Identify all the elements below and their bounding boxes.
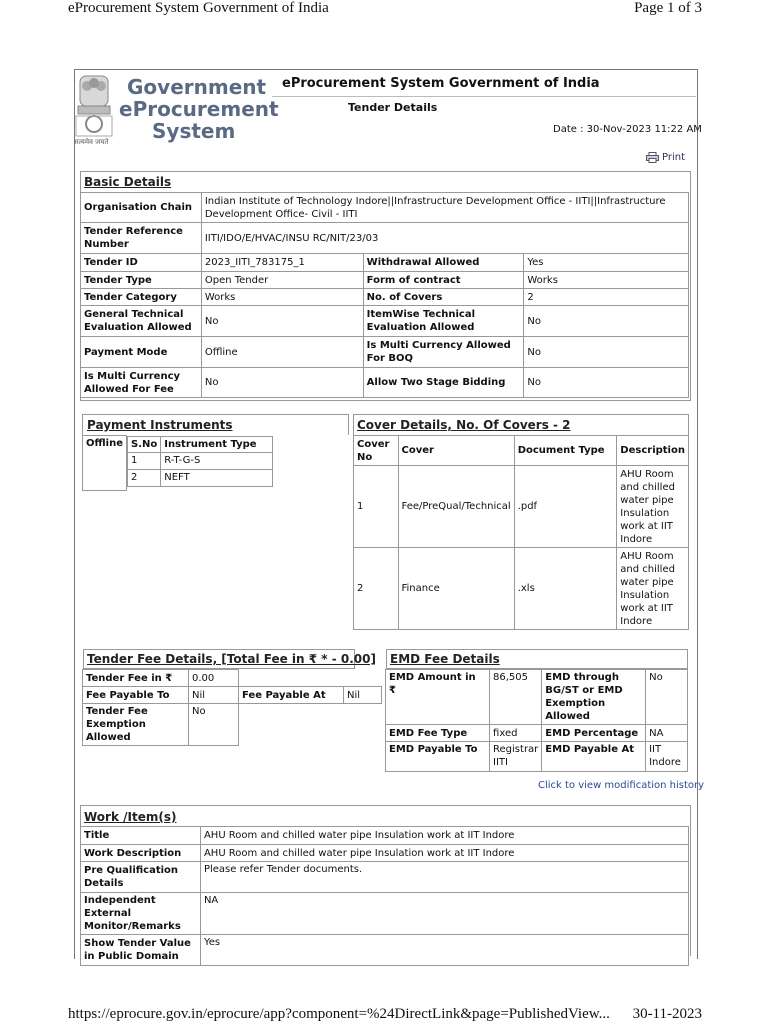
emd-amount-label: EMD Amount in ₹ <box>386 670 490 725</box>
emd-type-label: EMD Fee Type <box>386 725 490 742</box>
basic-value: Yes <box>524 254 689 272</box>
work-heading: Work /Item(s) <box>84 810 177 824</box>
cover-desc: AHU Room and chilled water pipe Insulation work at IIT Indore <box>617 466 689 548</box>
basic-value: Works <box>524 272 689 289</box>
emd-payat-value: IIT Indore <box>646 742 688 772</box>
emd-type-value: fixed <box>490 725 542 742</box>
fee-payable-to-value: Nil <box>189 687 239 704</box>
basic-label: Payment Mode <box>81 337 202 368</box>
basic-details-table <box>80 192 689 398</box>
basic-value: 2023_IITI_783175_1 <box>201 254 363 272</box>
cover-desc: AHU Room and chilled water pipe Insulation work at IIT Indore <box>617 548 689 630</box>
work-table <box>80 826 689 966</box>
logo-line-3: System <box>152 119 236 143</box>
report-date: Date : 30-Nov-2023 11:22 AM <box>553 124 702 135</box>
covers-table <box>353 435 689 630</box>
title-divider <box>272 96 696 97</box>
fee-payable-at-label: Fee Payable At <box>239 687 344 704</box>
fee-exempt-label: Tender Fee Exemption Allowed <box>83 704 189 746</box>
payment-sno: 2 <box>128 469 161 486</box>
basic-label: Tender Category <box>81 289 202 306</box>
basic-value: Open Tender <box>201 272 363 289</box>
work-value: AHU Room and chilled water pipe Insulation work at IIT Indore <box>200 827 688 845</box>
footer-date: 30-11-2023 <box>632 1006 702 1022</box>
tender-fee-heading: Tender Fee Details, [Total Fee in ₹ * - 0.00] <box>87 652 376 666</box>
page-title: eProcurement System Government of India <box>282 76 600 91</box>
footer-url: https://eprocure.gov.in/eprocure/app?component=%24DirectLink&page=PublishedView... <box>68 1006 610 1022</box>
fee-payable-to-label: Fee Payable To <box>83 687 189 704</box>
fee-exempt-value: No <box>189 704 239 746</box>
basic-label: Is Multi Currency Allowed For Fee <box>81 368 202 398</box>
emd-heading: EMD Fee Details <box>390 652 500 666</box>
emd-payto-label: EMD Payable To <box>386 742 490 772</box>
national-emblem-icon <box>72 72 116 148</box>
basic-label: General Technical Evaluation Allowed <box>81 306 202 337</box>
covers-col-desc: Description <box>617 436 689 466</box>
payment-col-sno: S.No <box>128 436 161 452</box>
work-label: Independent External Monitor/Remarks <box>81 893 201 935</box>
basic-value: Works <box>201 289 363 306</box>
emd-payat-label: EMD Payable At <box>542 742 646 772</box>
basic-label: Form of contract <box>363 272 524 289</box>
basic-value: Offline <box>201 337 363 368</box>
tender-ref-label: Tender Reference Number <box>81 223 202 254</box>
tender-ref-value: IITI/IDO/E/HVAC/INSU RC/NIT/23/03 <box>201 223 688 254</box>
logo-line-2: eProcurement <box>119 97 279 121</box>
logo-line-1: Government <box>127 75 267 99</box>
basic-label: Is Multi Currency Allowed For BOQ <box>363 337 524 368</box>
fee-payable-at-value: Nil <box>344 687 382 704</box>
basic-label: ItemWise Technical Evaluation Allowed <box>363 306 524 337</box>
org-chain-value: Indian Institute of Technology Indore||Infrastructure Development Office - IITI||Infrastructure Development Office- Civil - IITI <box>201 193 688 223</box>
payment-type: R-T-G-S <box>161 452 273 469</box>
page-header-title: eProcurement System Government of India <box>68 0 329 16</box>
emd-table <box>385 669 688 772</box>
tender-fee-value: 0.00 <box>189 670 239 687</box>
basic-value: No <box>524 306 689 337</box>
tender-fee-table <box>82 669 382 746</box>
page-subtitle: Tender Details <box>348 101 438 114</box>
covers-heading: Cover Details, No. Of Covers - 2 <box>357 418 571 432</box>
emd-through-value: No <box>646 670 688 725</box>
page-number: Page 1 of 3 <box>634 0 702 16</box>
payment-table <box>82 435 273 491</box>
modification-history-link[interactable]: Click to view modification history <box>538 780 705 791</box>
basic-label: Tender ID <box>81 254 202 272</box>
emblem-motto: सत्यमेव जयते <box>74 138 109 146</box>
payment-type: NEFT <box>161 469 273 486</box>
basic-label: Allow Two Stage Bidding <box>363 368 524 398</box>
basic-label: Tender Type <box>81 272 202 289</box>
emd-payto-value: Registrar IITI <box>490 742 542 772</box>
emd-pct-label: EMD Percentage <box>542 725 646 742</box>
work-label: Work Description <box>81 845 201 862</box>
cover-name: Finance <box>398 548 514 630</box>
basic-label: Withdrawal Allowed <box>363 254 524 272</box>
org-chain-label: Organisation Chain <box>81 193 202 223</box>
basic-value: No <box>524 337 689 368</box>
basic-value: No <box>524 368 689 398</box>
work-label: Show Tender Value in Public Domain <box>81 935 201 966</box>
work-label: Title <box>81 827 201 845</box>
cover-no: 2 <box>354 548 399 630</box>
payment-heading: Payment Instruments <box>87 418 233 432</box>
print-label: Print <box>662 152 686 163</box>
cover-doc-type: .xls <box>514 548 617 630</box>
emd-amount-value: 86,505 <box>490 670 542 725</box>
work-label: Pre Qualification Details <box>81 862 201 893</box>
cover-doc-type: .pdf <box>514 466 617 548</box>
work-value: Yes <box>200 935 688 966</box>
emd-pct-value: NA <box>646 725 688 742</box>
emd-through-label: EMD through BG/ST or EMD Exemption Allowed <box>542 670 646 725</box>
basic-label: No. of Covers <box>363 289 524 306</box>
printer-icon <box>646 152 659 163</box>
payment-sno: 1 <box>128 452 161 469</box>
print-button[interactable] <box>646 152 685 163</box>
basic-value: No <box>201 368 363 398</box>
covers-col-cover: Cover <box>398 436 514 466</box>
work-value: NA <box>200 893 688 935</box>
tender-fee-label: Tender Fee in ₹ <box>83 670 189 687</box>
payment-col-type: Instrument Type <box>161 436 273 452</box>
cover-name: Fee/PreQual/Technical <box>398 466 514 548</box>
payment-mode: Offline <box>83 436 127 491</box>
work-value: Please refer Tender documents. <box>200 862 688 893</box>
basic-details-heading: Basic Details <box>84 175 172 189</box>
covers-col-no: Cover No <box>354 436 399 466</box>
covers-col-doc: Document Type <box>514 436 617 466</box>
basic-value: 2 <box>524 289 689 306</box>
cover-no: 1 <box>354 466 399 548</box>
basic-value: No <box>201 306 363 337</box>
work-value: AHU Room and chilled water pipe Insulation work at IIT Indore <box>200 845 688 862</box>
